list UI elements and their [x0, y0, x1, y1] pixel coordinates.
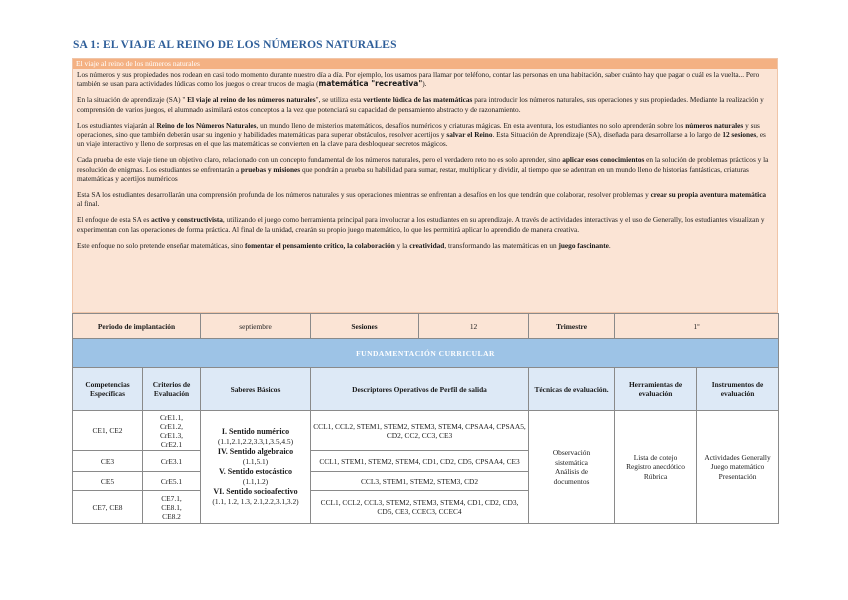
- header-instrumentos: Instrumentos de evaluación: [697, 368, 779, 411]
- intro-paragraph-1: Los números y sus propiedades nos rodean en casi todo momento durante nuestro día a día. Por ejemplo, los usamos para llamar por teléfono, contar las personas en una habitación, saber cuánto hay que pagar o cuál es la vuelta... Pero también se usan para actividades lúdicas como los juegos o crear trucos de magia (matemática "recreativa").: [77, 70, 760, 89]
- competencias-cell: CE3: [73, 451, 143, 472]
- period-label: Periodo de implantación: [73, 314, 201, 339]
- period-row: [73, 314, 779, 339]
- intro-paragraph-4: Cada prueba de este viaje tiene un objetivo claro, relacionado con un concepto fundamental de los números naturales, pero el verdadero reto no es solo aprender, sino aplicar esos conocimientos en la solución de problemas prácticos y la resolución de enigmas. Los estudiantes se enfrentarán a pruebas y misiones que pondrán a prueba su habilidad para sumar, restar, multiplicar y dividir, al tiempo que se adentran en un mundo lleno de historias fantásticas, criaturas matemáticas y acertijos numéricos: [77, 155, 769, 183]
- instrumentos-cell: Actividades Generally Juego matemático Presentación: [697, 411, 779, 524]
- tecnicas-cell: Observación sistemática Análisis de documentos: [529, 411, 615, 524]
- intro-paragraph-3: Los estudiantes viajarán al Reino de los Números Naturales, un mundo lleno de misterios matemáticos, desafíos numéricos y criaturas mágicas. En esta aventura, los estudiantes no solo aprenderán sobre los números naturales y sus operaciones, sino que también deberán usar su ingenio y habilidades matemáticas para superar obstáculos, resolver acertijos y salvar el Reino. Esta Situación de Aprendizaje (SA), diseñada para desarrollarse a lo largo de 12 sesiones, es un viaje interactivo y lleno de sorpresas en el que las matemáticas se convierten en la clave para desbloquear secretos mágicos.: [77, 120, 766, 149]
- intro-paragraph-5: Esta SA los estudiantes desarrollarán una comprensión profunda de los números naturales y sus operaciones mientras se enfrentan a desafíos en los que tendrán que colaborar, resolver problemas y crear su propia aventura matemática al final.: [77, 190, 767, 209]
- header-descriptores: Descriptores Operativos de Perfil de salida: [311, 368, 529, 411]
- intro-body: [73, 69, 777, 250]
- header-saberes: Saberes Básicos: [201, 368, 311, 411]
- competencias-cell: CE1, CE2: [73, 411, 143, 451]
- header-criterios: Criterios de Evaluación: [143, 368, 201, 411]
- criterios-cell: CrE1.1, CrE1.2, CrE1.3, CrE2.1: [143, 411, 201, 451]
- header-tecnicas: Técnicas de evaluación.: [529, 368, 615, 411]
- table-row: [73, 411, 779, 451]
- sessions-label: Sesiones: [311, 314, 419, 339]
- intro-paragraph-7: Este enfoque no solo pretende enseñar matemáticas, sino fomentar el pensamiento crítico, la colaboración y la creatividad, transformando las matemáticas en un juego fascinante.: [77, 240, 611, 250]
- competencias-cell: CE5: [73, 472, 143, 491]
- herramientas-cell: Lista de cotejo Registro anecdótico Rúbrica: [615, 411, 697, 524]
- table-header-row: [73, 368, 779, 411]
- intro-paragraph-6: El enfoque de esta SA es activo y constructivista, utilizando el juego como herramienta principal para involucrar a los estudiantes en su aprendizaje. A través de actividades interactivas y el uso de Generally, los estudiantes visualizan y experimentan con las operaciones de forma práctica. Al final de la unidad, crearán su propio juego matemático, lo que les permitirá aplicar lo aprendido de manera creativa.: [77, 215, 765, 234]
- descriptores-cell: CCL1, CCL2, CCL3, STEM2, STEM3, STEM4, CD1, CD2, CD3, CD5, CE3, CCEC3, CCEC4: [311, 491, 529, 524]
- intro-paragraph-2: En la situación de aprendizaje (SA) " El viaje al reino de los números naturales", se utiliza esta vertiente lúdica de las matemáticas para introducir los números naturales, sus operaciones y sus propiedades. Mediante la realización y comprensión de varios juegos, el alumnado asimilará estos conceptos a la vez que potenciará su capacidad de pensamiento abstracto y de razonamiento.: [77, 95, 764, 114]
- sessions-value: 12: [419, 314, 529, 339]
- header-competencias: Competencias Específicas: [73, 368, 143, 411]
- criterios-cell: CE7.1, CE8.1, CE8.2: [143, 491, 201, 524]
- intro-header: El viaje al reino de los números naturales: [73, 59, 777, 69]
- header-herramientas: Herramientas de evaluación: [615, 368, 697, 411]
- trimester-label: Trimestre: [529, 314, 615, 339]
- criterios-cell: CrE5.1: [143, 472, 201, 491]
- competencias-cell: CE7, CE8: [73, 491, 143, 524]
- curriculum-table: [72, 313, 779, 524]
- descriptores-cell: CCL3, STEM1, STEM2, STEM3, CD2: [311, 472, 529, 491]
- fundamentacion-heading: FUNDAMENTACIÓN CURRICULAR: [73, 339, 779, 368]
- descriptores-cell: CCL1, CCL2, STEM1, STEM2, STEM3, STEM4, CPSAA4, CPSAA5, CD2, CC2, CC3, CE3: [311, 411, 529, 451]
- descriptores-cell: CCL1, STEM1, STEM2, STEM4, CD1, CD2, CD5, CPSAA4, CE3: [311, 451, 529, 472]
- page-title: SA 1: EL VIAJE AL REINO DE LOS NÚMEROS NATURALES: [73, 39, 397, 51]
- trimester-value: 1º: [615, 314, 779, 339]
- criterios-cell: CrE3.1: [143, 451, 201, 472]
- period-value: septiembre: [201, 314, 311, 339]
- intro-box: [72, 58, 778, 313]
- saberes-cell: I. Sentido numérico (1.1,2.1,2.2,3.3,1,3.5,4.5) IV. Sentido algebraico (1.1,5.1) V. Sentido estocástico (1.1,1.2) VI. Sentido socioafectivo (1.1, 1.2, 1.3, 2.1,2.2,3.1,3.2): [201, 411, 311, 524]
- fundamentacion-row: [73, 339, 779, 368]
